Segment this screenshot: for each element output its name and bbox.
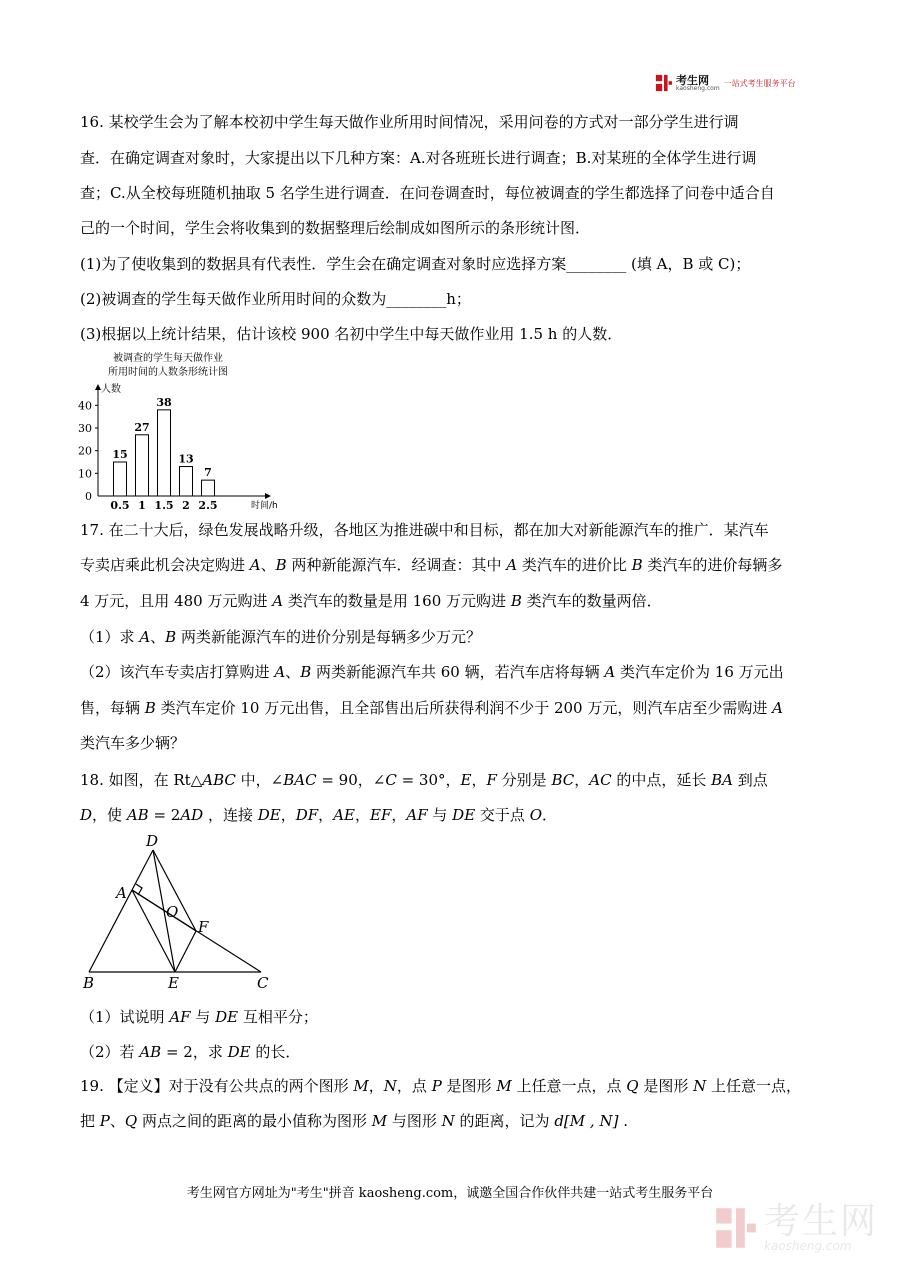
label-O: O	[166, 903, 179, 921]
y-tick-label: 0	[85, 490, 92, 503]
label-D: D	[146, 832, 159, 850]
bar	[202, 480, 215, 496]
y-tick-label: 30	[78, 422, 92, 435]
q17-part-2: （2）该汽车专卖店打算购进 A、B 两类新能源汽车共 60 辆，若汽车店将每辆 A 类汽车定价为 16 万元出	[80, 663, 784, 681]
q16-part-2: (2)被调查的学生每天做作业所用时间的众数为________h；	[80, 290, 471, 308]
q16-line-3: 查；C.从全校每班随机抽取 5 名学生进行调查．在问卷调查时，每位被调查的学生都选择了问卷中适合自	[80, 184, 775, 202]
triangle-figure	[60, 828, 300, 998]
x-axis-label: 时间/h	[251, 501, 278, 511]
q18-line-2: D，使 AB = 2AD ，连接 DE，DF，AE，EF，AF 与 DE 交于点 O．	[80, 806, 558, 824]
x-axis-arrow	[265, 493, 271, 499]
logo-name: 考生网	[676, 73, 709, 87]
header-logo	[655, 72, 815, 94]
q18-part-2: （2）若 AB = 2，求 DE 的长．	[80, 1043, 301, 1061]
x-tick-label: 0.5	[110, 499, 130, 512]
logo-url: kaosheng.com	[676, 84, 720, 92]
kaosheng-logo-icon	[655, 74, 673, 92]
q16-line-2: 查．在确定调查对象时，大家提出以下几种方案：A.对各班班长进行调查；B.对某班的全体学生进行调	[80, 149, 757, 167]
q16-part-1: (1)为了使收集到的数据具有代表性．学生会在确定调查对象时应选择方案________ (填 A，B 或 C)；	[80, 255, 751, 273]
q17-part-1: （1）求 A、B 两类新能源汽车的进价分别是每辆多少万元？	[80, 628, 481, 646]
q16-line-1: 16. 某校学生会为了解本校初中学生每天做作业所用时间情况，采用问卷的方式对一部分学生进行调	[80, 113, 739, 131]
y-tick-label: 40	[78, 399, 92, 413]
watermark-name: 考生网	[763, 1201, 878, 1242]
segment-AF	[132, 890, 196, 931]
page-footer: 考生网官方网址为"考生"拼音 kaosheng.com，诚邀全国合作伙伴共建一站式考生服务平台	[186, 1186, 714, 1201]
label-C: C	[257, 974, 269, 992]
x-tick-label: 2	[182, 499, 190, 512]
q16-line-4: 己的一个时间，学生会将收集到的数据整理后绘制成如图所示的条形统计图．	[80, 219, 591, 237]
bar-value-label: 27	[134, 420, 150, 434]
watermark	[714, 1201, 878, 1253]
bar	[114, 462, 127, 496]
q17-part-2-line-2: 售，每辆 B 类汽车定价 10 万元出售，且全部售出后所获得利润不少于 200 万元，则汽车店至少需购进 A	[80, 699, 783, 717]
bar-chart	[60, 350, 290, 515]
q19-line-1: 19. 【定义】对于没有公共点的两个图形 M，N，点 P 是图形 M 上任意一点，点 Q 是图形 N 上任意一点，	[80, 1077, 801, 1095]
q16-part-3: (3)根据以上统计结果，估计该校 900 名初中学生中每天做作业用 1.5 h 的人数．	[80, 325, 623, 343]
label-F: F	[198, 918, 209, 936]
q17-part-2-line-3: 类汽车多少辆？	[80, 734, 186, 752]
label-E: E	[168, 974, 179, 992]
x-tick-label: 1.5	[154, 499, 174, 512]
q17-line-3: 4 万元，且用 480 万元购进 A 类汽车的数量是用 160 万元购进 B 类汽车的数量两倍．	[80, 592, 662, 610]
bar-value-label: 38	[156, 395, 172, 409]
logo-slogan: 一站式考生服务平台	[723, 78, 796, 88]
bar-value-label: 15	[112, 448, 128, 461]
bar-value-label: 7	[204, 466, 212, 480]
label-A: A	[116, 884, 127, 902]
q19-line-2: 把 P、Q 两点之间的距离的最小值称为图形 M 与图形 N 的距离，记为 d[M , N] .	[80, 1112, 628, 1130]
q18-part-1: （1）试说明 AF 与 DE 互相平分；	[80, 1008, 318, 1026]
q17-line-2: 专卖店乘此机会决定购进 A、B 两种新能源汽车．经调查：其中 A 类汽车的进价比 B 类汽车的进价每辆多	[80, 556, 783, 574]
bar	[180, 467, 193, 496]
y-axis-label: 人数	[101, 384, 121, 395]
chart-title-line-1: 被调查的学生每天做作业	[113, 353, 223, 364]
watermark-logo-icon	[714, 1206, 758, 1250]
chart-title-line-2: 所用时间的人数条形统计图	[108, 367, 228, 378]
bar-value-label: 13	[178, 452, 194, 466]
watermark-url: kaosheng.com	[763, 1239, 852, 1253]
q17-line-1: 17. 在二十大后，绿色发展战略升级，各地区为推进碳中和目标，都在加大对新能源汽车的推广．某汽车	[80, 521, 769, 539]
bar	[136, 435, 149, 496]
q18-line-1: 18. 如图，在 Rt△ABC 中，∠BAC = 90，∠C = 30°，E，F 分别是 BC，AC 的中点，延长 BA 到点	[80, 771, 768, 789]
y-tick-label: 20	[78, 444, 92, 458]
label-B: B	[83, 974, 95, 992]
x-tick-label: 1	[138, 499, 146, 512]
y-tick-label: 10	[78, 467, 92, 481]
bar	[158, 410, 171, 496]
x-tick-label: 2.5	[198, 499, 218, 512]
segment-EF	[175, 931, 196, 972]
